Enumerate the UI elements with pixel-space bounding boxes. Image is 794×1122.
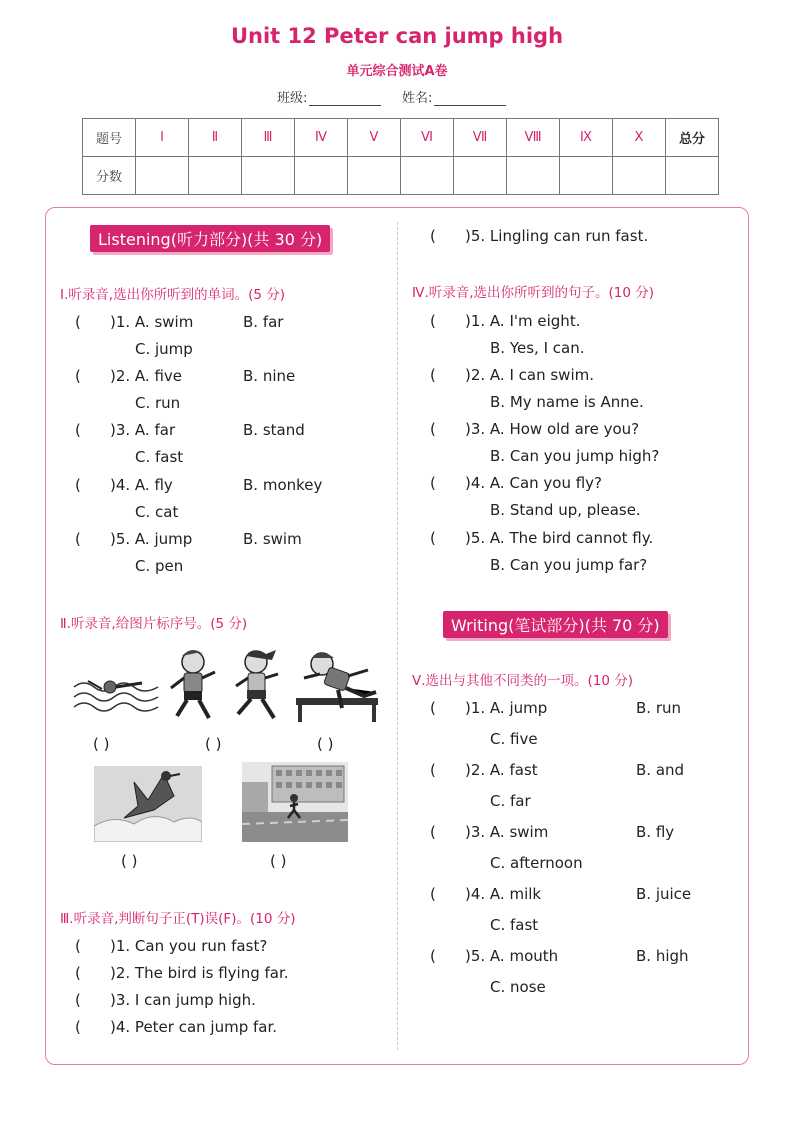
jumping-boy-picture (292, 646, 384, 724)
part3-heading: Ⅲ.听录音,判断句子正(T)误(F)。(10 分) (60, 911, 296, 927)
score-cell[interactable] (613, 157, 666, 195)
question-option-b: B. nine (243, 367, 296, 385)
swimming-boy-picture (72, 665, 160, 717)
city-street-picture (242, 762, 348, 842)
question-option-a: )2. A. five (110, 367, 183, 385)
answer-paren[interactable]: ( (75, 313, 81, 331)
answer-paren[interactable]: ( (75, 530, 81, 548)
question-option-c: C. pen (135, 557, 184, 575)
score-table-row-label: 题号 (83, 119, 136, 157)
answer-paren[interactable]: ( (430, 885, 436, 903)
question-option-b: B. swim (243, 530, 302, 548)
word-option-c: C. five (490, 730, 538, 748)
writing-banner: Writing(笔试部分)(共 70 分) (443, 611, 668, 638)
word-option-c: C. nose (490, 978, 546, 996)
answer-paren[interactable]: ( (430, 420, 436, 438)
running-girl-picture (228, 646, 286, 722)
name-label: 姓名: (402, 91, 433, 106)
score-cell[interactable] (189, 157, 242, 195)
answer-paren[interactable]: ( (430, 366, 436, 384)
picture-answer-blank[interactable]: ( ) (121, 852, 138, 870)
score-cell[interactable] (401, 157, 454, 195)
part1-heading: Ⅰ.听录音,选出你所听到的单词。(5 分) (60, 287, 285, 303)
word-option-b: B. fly (636, 823, 675, 841)
word-option-b: B. juice (636, 885, 692, 903)
question-option-c: C. cat (135, 503, 179, 521)
score-table-header-row (83, 119, 719, 157)
score-table-score-row (83, 157, 719, 195)
sentence-option-b: B. My name is Anne. (490, 393, 644, 411)
word-option-a: )1. A. jump (465, 699, 548, 717)
true-false-statement: )2. The bird is flying far. (110, 964, 289, 982)
answer-paren[interactable]: ( (75, 991, 81, 1009)
score-col-header: Ⅵ (401, 119, 454, 157)
picture-answer-blank[interactable]: ( ) (205, 735, 222, 753)
question-option-c: C. fast (135, 448, 184, 466)
answer-paren[interactable]: ( (430, 529, 436, 547)
sentence-option-b: B. Can you jump high? (490, 447, 660, 465)
question-option-a: )4. A. fly (110, 476, 173, 494)
sentence-option-a: )1. A. I'm eight. (465, 312, 581, 330)
score-cell[interactable] (295, 157, 348, 195)
question-option-b: B. far (243, 313, 284, 331)
true-false-statement: )3. I can jump high. (110, 991, 256, 1009)
score-col-header: Ⅹ (613, 119, 666, 157)
class-label: 班级: (277, 91, 308, 106)
score-total-header: 总分 (666, 119, 719, 157)
sentence-option-b: B. Can you jump far? (490, 556, 648, 574)
question-option-a: )5. A. jump (110, 530, 193, 548)
page-subtitle: 单元综合测试A卷 (346, 64, 448, 79)
page-title: Unit 12 Peter can jump high (230, 24, 564, 48)
score-cell[interactable] (560, 157, 613, 195)
word-option-a: )2. A. fast (465, 761, 538, 779)
score-col-header: Ⅷ (507, 119, 560, 157)
word-option-c: C. afternoon (490, 854, 583, 872)
sentence-option-a: )4. A. Can you fly? (465, 474, 603, 492)
class-blank[interactable] (309, 94, 381, 106)
answer-paren[interactable]: ( (430, 823, 436, 841)
question-option-b: B. stand (243, 421, 305, 439)
answer-paren[interactable]: ( (75, 964, 81, 982)
score-table (82, 118, 719, 195)
answer-paren[interactable]: ( (430, 474, 436, 492)
question-option-c: C. jump (135, 340, 193, 358)
picture-answer-blank[interactable]: ( ) (270, 852, 287, 870)
answer-paren[interactable]: ( (430, 761, 436, 779)
question-option-b: B. monkey (243, 476, 323, 494)
score-cell[interactable] (454, 157, 507, 195)
word-option-a: )4. A. milk (465, 885, 542, 903)
question-option-c: C. run (135, 394, 181, 412)
answer-paren[interactable]: ( (75, 476, 81, 494)
true-false-statement: )4. Peter can jump far. (110, 1018, 278, 1036)
score-cell[interactable] (507, 157, 560, 195)
part4-heading: Ⅳ.听录音,选出你所听到的句子。(10 分) (412, 285, 655, 301)
word-option-a: )5. A. mouth (465, 947, 559, 965)
sentence-option-b: B. Stand up, please. (490, 501, 641, 519)
sentence-option-b: B. Yes, I can. (490, 339, 585, 357)
score-cell[interactable] (348, 157, 401, 195)
question-option-a: )3. A. far (110, 421, 176, 439)
true-false-statement: )5. Lingling can run fast. (465, 227, 649, 245)
word-option-a: )3. A. swim (465, 823, 549, 841)
score-col-header: Ⅴ (348, 119, 401, 157)
answer-paren[interactable]: ( (75, 367, 81, 385)
score-col-header: Ⅸ (560, 119, 613, 157)
part2-heading: Ⅱ.听录音,给图片标序号。(5 分) (60, 616, 248, 632)
name-field (402, 87, 506, 106)
word-option-c: C. far (490, 792, 531, 810)
answer-paren[interactable]: ( (430, 312, 436, 330)
score-cell[interactable] (242, 157, 295, 195)
score-col-header: Ⅳ (295, 119, 348, 157)
word-option-b: B. and (636, 761, 685, 779)
question-option-a: )1. A. swim (110, 313, 194, 331)
score-col-header: Ⅰ (136, 119, 189, 157)
sentence-option-a: )2. A. I can swim. (465, 366, 595, 384)
picture-answer-blank[interactable]: ( ) (93, 735, 110, 753)
answer-paren[interactable]: ( (75, 937, 81, 955)
picture-answer-blank[interactable]: ( ) (317, 735, 334, 753)
score-table-row-label: 分数 (83, 157, 136, 195)
class-field (277, 87, 381, 106)
score-cell[interactable] (136, 157, 189, 195)
sentence-option-a: )3. A. How old are you? (465, 420, 640, 438)
listening-banner: Listening(听力部分)(共 30 分) (90, 225, 330, 252)
running-boy-picture (165, 646, 221, 722)
column-divider (397, 222, 398, 1050)
score-col-header: Ⅱ (189, 119, 242, 157)
answer-paren[interactable]: ( (75, 1018, 81, 1036)
word-option-b: B. high (636, 947, 689, 965)
word-option-c: C. fast (490, 916, 539, 934)
answer-paren[interactable]: ( (430, 947, 436, 965)
answer-paren[interactable]: ( (430, 227, 436, 245)
flying-bird-picture (94, 766, 202, 842)
answer-paren[interactable]: ( (75, 421, 81, 439)
score-cell[interactable] (666, 157, 719, 195)
part5-heading: Ⅴ.选出与其他不同类的一项。(10 分) (412, 673, 634, 689)
answer-paren[interactable]: ( (430, 699, 436, 717)
word-option-b: B. run (636, 699, 682, 717)
sentence-option-a: )5. A. The bird cannot fly. (465, 529, 654, 547)
score-col-header: Ⅲ (242, 119, 295, 157)
name-blank[interactable] (434, 94, 506, 106)
score-col-header: Ⅶ (454, 119, 507, 157)
true-false-statement: )1. Can you run fast? (110, 937, 268, 955)
